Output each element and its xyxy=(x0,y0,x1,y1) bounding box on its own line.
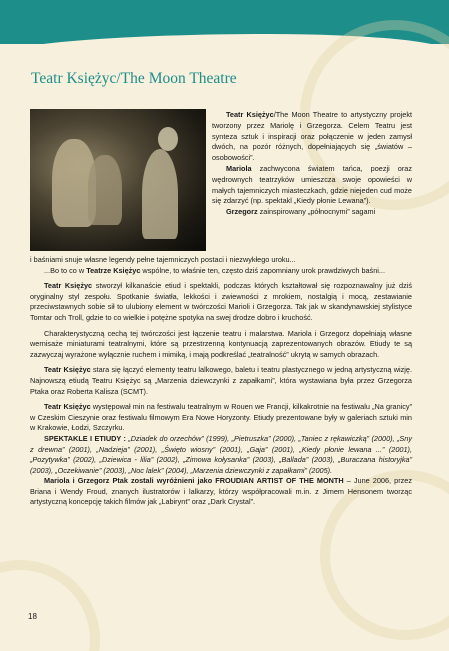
right-column-text xyxy=(212,110,412,218)
paragraph: ...Bo to co w Teatrze Księżyc wspólne, to właśnie ten, często dziś zapomniany urok prawdziwych baśni... xyxy=(44,265,385,275)
paragraph: Teatr Księżyc/The Moon Theatre to artystyczny projekt tworzony przez Mariolę i Grzegorza. Celem Teatru jest synteza sztuk i inspiracji oraz połączenie w jeden zamysł dwóch, na pozór różnych, dopełniających się „światów – osobowości”. xyxy=(212,110,413,163)
paragraph: Charakterystyczną cechą tej twórczości jest łączenie teatru i malarstwa. Mariola i Grzegorz dopełniają własne wernisaże miniaturami teatralnymi, które są przestrzenną kontynuacją zaprezentowanych obrazów. Etiudy te są zazwyczaj wyrażone wyłącznie ruchem i mimiką, i mają podkreślać „teatralność” ukrytą w samych obrazach. xyxy=(30,328,412,359)
paragraph: Teatr Księżyc występował min na festiwalu teatralnym w Rouen we Francji, kilkakrotnie na festiwalu „Na granicy” w Czeskim Cieszynie oraz festiwalu filmowym Era Nowe Horyzonty. Etiudy prezentowane były w galeriach sztuki min w Krakowie, Łodzi, Szczyrku. xyxy=(30,402,412,433)
paragraph: Teatr Księżyc stworzył kilkanaście etiud i spektakli, podczas których kształtował się rozpoznawalny już dziś oryginalny styl zespołu. Spotkanie światła, lekkości i zwiewności z mrokiem, nostalgią i mocą, zestawianie przeciwstawnych sobie sił to ulubiony element w twórczości Marioli i Grzegorza. Tak jak w skandynawskiej stylistyce Tomtar och Troll, gdzie to co wielkie i potężne spotyka na swej drodze dobro i kruchość. xyxy=(30,281,412,322)
paragraph: Mariola zachwycona światem tańca, poezji oraz wędrownych teatrzyków umieszcza swoje opowieści w małych tajemniczych miasteczkach, gdzie niejeden cud może się zdarzyć (np. spektakl „Kiedy płonie Lewana”). xyxy=(212,163,412,206)
award-paragraph: Mariola i Grzegorz Ptak zostali wyróżnieni jako FROUDIAN ARTIST OF THE MONTH – June 2006, przez Briana i Wendy Froud, znanych ilustratorów i lalkarzy, którzy współpracowali m.in. z Jimem Hensonem tworząc artystyczną koncepcję takich filmów jak „Labirynt” oraz „Dark Crystal”. xyxy=(30,476,412,507)
paragraph: Grzegorz zainspirowany „północnymi” sagami xyxy=(226,207,376,217)
background-ornament xyxy=(0,560,100,651)
page-number: 18 xyxy=(28,612,37,621)
spectacles-list: SPEKTAKLE I ETIUDY : „Dziadek do orzechów” (1999), „Pietruszka” (2000), „Taniec z rękawiczką” (2000), „Sny z drewna” (2001), „Nadzieja” (2001), „Święto wiosny” (2001), „Gaja” (2001), „Kiedy płonie lewana ...” (2001), „Pozytywka” (2002), „Dziewica - lilia” (2002), „Zimowa kołysanka” (2003), „Ballada” (2003), „Buraczana historyjka” (2003), „Oczekiwanie” (2003), „Noc lalek” (2004), „Marzenia dziewczynki z zapałkami” (2005). xyxy=(30,433,412,475)
theatre-photo xyxy=(30,109,206,251)
paragraph: Teatr Księżyc stara się łączyć elementy teatru lalkowego, baletu i teatru plastycznego w jedną artystyczną wizję. Najnowszą etiudą Teatru Księżyc są „Marzenia dziewczynki z zapałkami”, która wystawiana była przez Grzegorza Ptaka oraz Roberta Kalisza (SCMT). xyxy=(30,365,412,396)
paragraph: i baśniami snuje własne legendy pełne tajemniczych postaci i niezwykłego uroku... xyxy=(30,255,296,264)
article-body xyxy=(30,255,412,508)
page-title: Teatr Księżyc/The Moon Theatre xyxy=(31,70,237,87)
